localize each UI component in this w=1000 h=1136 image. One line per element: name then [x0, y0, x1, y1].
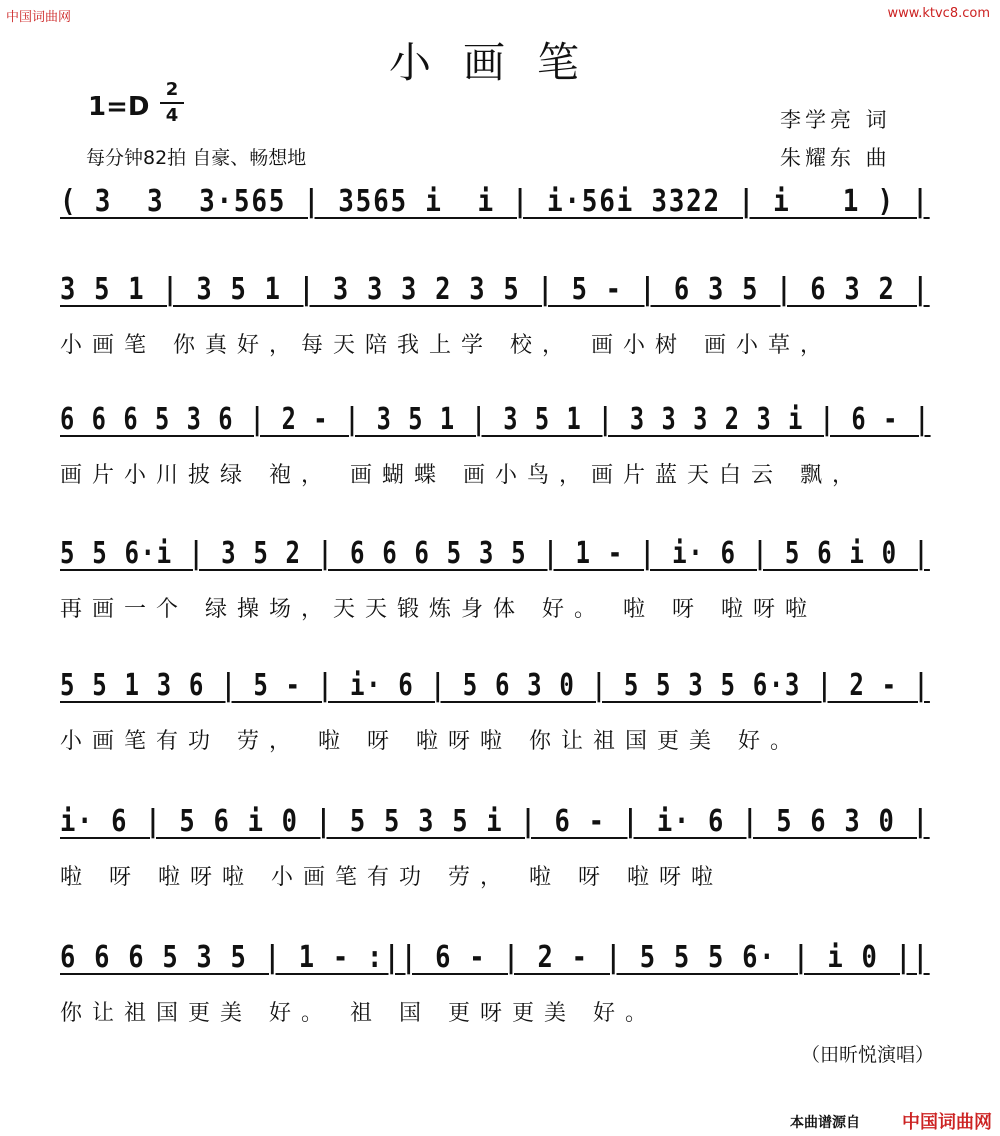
lyrics-line: 再画一个 绿操场，天天锻炼身体 好。 啦 呀 啦呀啦: [60, 597, 817, 622]
lyrics-line: 小画笔有功 劳， 啦 呀 啦呀啦 你让祖国更美 好。: [60, 729, 802, 754]
lyricist-credit: 李学亮 词: [780, 108, 891, 132]
score-system: [60, 932, 940, 1042]
site-url-right: www.ktvc8.com: [887, 6, 990, 21]
time-signature-bottom: 4: [165, 105, 179, 126]
notation-line: 6 6 6 5 3 5 | 1 - :|| 6 - | 2 - | 5 5 5 6· | i 0 ||: [60, 940, 930, 975]
time-signature: [160, 80, 184, 126]
singer-credit: （田昕悦演唱）: [800, 1044, 934, 1066]
score-system: [60, 264, 940, 374]
time-signature-top: 2: [165, 79, 179, 100]
source-site: 中国词曲网: [902, 1112, 992, 1133]
score-system: [60, 660, 940, 770]
lyrics-line: 你让祖国更美 好。 祖 国 更呀更美 好。: [60, 1001, 657, 1026]
notation-line: 5 5 1 3 6 | 5 - | i· 6 | 5 6 3 0 | 5 5 3 5 6·3 | 2 - |: [60, 668, 930, 703]
notation-line: 3 5 1 | 3 5 1 | 3 3 3 2 3 5 | 5 - | 6 3 5 | 6 3 2 |: [60, 272, 930, 307]
key-signature: 1=D: [88, 92, 150, 122]
source-label: 本曲谱源自: [790, 1115, 860, 1131]
site-logo-left: 中国词曲网: [6, 10, 72, 25]
lyrics-line: 画片小川披绿 袍， 画蝴蝶 画小鸟，画片蓝天白云 飘，: [60, 463, 864, 488]
score-system: [60, 394, 940, 504]
score-system: [60, 528, 940, 638]
score-system: [60, 796, 940, 906]
notation-line: 6 6 6 5 3 6 | 2 - | 3 5 1 | 3 5 1 | 3 3 3 2 3 i | 6 - |: [60, 402, 931, 437]
notation-line: ( 3 3 3·565 | 3565 i i | i·56i 3322 | i 1 ) |: [60, 184, 930, 219]
lyrics-line: 啦 呀 啦呀啦 小画笔有功 劳， 啦 呀 啦呀啦: [60, 865, 723, 890]
song-title: 小画笔: [388, 38, 611, 87]
tempo-marking: 每分钟82拍 自豪、畅想地: [86, 147, 307, 169]
notation-line: i· 6 | 5 6 i 0 | 5 5 3 5 i | 6 - | i· 6 | 5 6 3 0 |: [60, 804, 930, 839]
time-signature-bar: [160, 102, 184, 104]
lyrics-line: 小画笔 你真好，每天陪我上学 校， 画小树 画小草，: [60, 333, 832, 358]
notation-line: 5 5 6·i | 3 5 2 | 6 6 6 5 3 5 | 1 - | i· 6 | 5 6 i 0 |: [60, 536, 930, 571]
composer-credit: 朱耀东 曲: [780, 146, 891, 170]
